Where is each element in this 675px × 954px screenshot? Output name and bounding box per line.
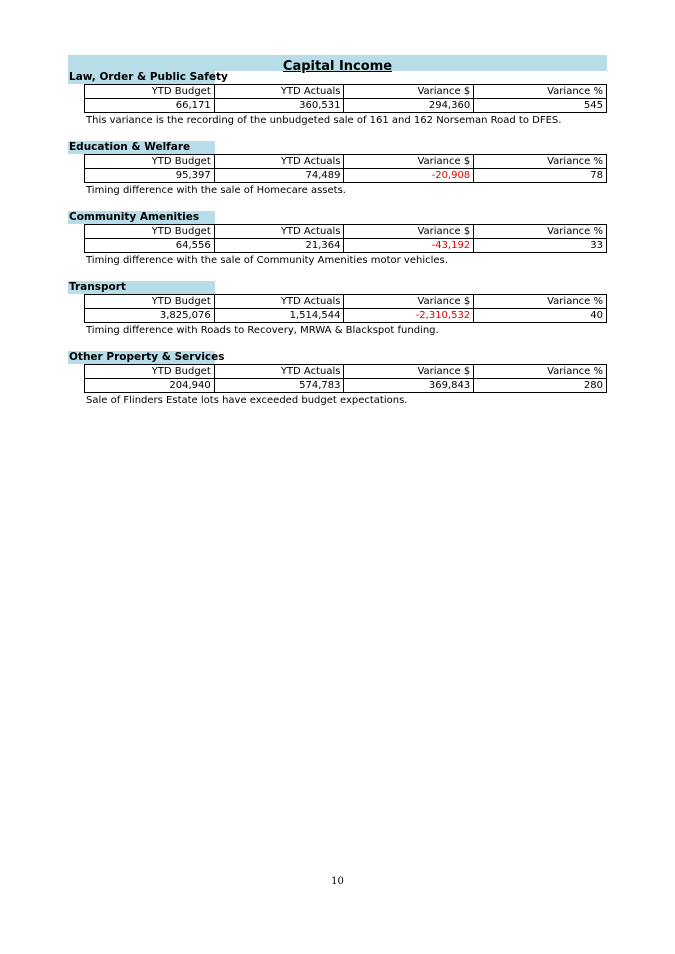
col-variance-percent: Variance % xyxy=(474,225,607,239)
variance-dollar-value: 294,360 xyxy=(344,99,474,113)
variance-percent-value: 280 xyxy=(474,379,607,393)
col-ytd-budget: YTD Budget xyxy=(85,365,215,379)
table-header-row xyxy=(85,295,607,309)
col-variance-percent: Variance % xyxy=(474,155,607,169)
section-heading: Education & Welfare xyxy=(68,141,215,154)
col-variance-dollar: Variance $ xyxy=(344,85,474,99)
variance-note: Timing difference with the sale of Community Amenities motor vehicles. xyxy=(86,255,448,266)
col-ytd-budget: YTD Budget xyxy=(85,85,215,99)
variance-note: Sale of Flinders Estate lots have exceeded budget expectations. xyxy=(86,395,408,406)
section-other-property xyxy=(68,351,607,407)
col-ytd-actuals: YTD Actuals xyxy=(214,365,344,379)
ytd-actuals-value: 360,531 xyxy=(214,99,344,113)
variance-table xyxy=(84,364,607,393)
col-variance-dollar: Variance $ xyxy=(344,155,474,169)
col-variance-percent: Variance % xyxy=(474,365,607,379)
ytd-actuals-value: 574,783 xyxy=(214,379,344,393)
ytd-actuals-value: 21,364 xyxy=(214,239,344,253)
ytd-actuals-value: 74,489 xyxy=(214,169,344,183)
variance-dollar-value: -20,908 xyxy=(344,169,474,183)
col-ytd-actuals: YTD Actuals xyxy=(214,295,344,309)
ytd-budget-value: 95,397 xyxy=(85,169,215,183)
col-variance-dollar: Variance $ xyxy=(344,225,474,239)
variance-percent-value: 40 xyxy=(474,309,607,323)
table-header-row xyxy=(85,365,607,379)
section-community-amenities xyxy=(68,211,607,267)
col-variance-dollar: Variance $ xyxy=(344,365,474,379)
col-ytd-budget: YTD Budget xyxy=(85,155,215,169)
variance-table xyxy=(84,154,607,183)
ytd-actuals-value: 1,514,544 xyxy=(214,309,344,323)
variance-note: Timing difference with the sale of Homecare assets. xyxy=(86,185,346,196)
variance-percent-value: 545 xyxy=(474,99,607,113)
col-variance-dollar: Variance $ xyxy=(344,295,474,309)
variance-percent-value: 78 xyxy=(474,169,607,183)
variance-dollar-value: -43,192 xyxy=(344,239,474,253)
table-row xyxy=(85,239,607,253)
col-variance-percent: Variance % xyxy=(474,295,607,309)
section-law-order xyxy=(68,71,607,127)
table-header-row xyxy=(85,225,607,239)
variance-note: Timing difference with Roads to Recovery, MRWA & Blackspot funding. xyxy=(86,325,439,336)
col-ytd-actuals: YTD Actuals xyxy=(214,85,344,99)
variance-dollar-value: -2,310,532 xyxy=(344,309,474,323)
variance-dollar-value: 369,843 xyxy=(344,379,474,393)
table-header-row xyxy=(85,85,607,99)
section-heading: Law, Order & Public Safety xyxy=(69,71,228,83)
ytd-budget-value: 204,940 xyxy=(85,379,215,393)
col-variance-percent: Variance % xyxy=(474,85,607,99)
variance-table xyxy=(84,224,607,253)
col-ytd-budget: YTD Budget xyxy=(85,225,215,239)
table-row xyxy=(85,169,607,183)
section-heading: Community Amenities xyxy=(68,211,215,224)
section-heading: Transport xyxy=(68,281,215,294)
section-transport xyxy=(68,281,607,337)
page-number: 10 xyxy=(331,876,344,887)
variance-table xyxy=(84,294,607,323)
ytd-budget-value: 3,825,076 xyxy=(85,309,215,323)
col-ytd-actuals: YTD Actuals xyxy=(214,225,344,239)
col-ytd-budget: YTD Budget xyxy=(85,295,215,309)
section-heading: Other Property & Services xyxy=(69,351,225,363)
variance-table xyxy=(84,84,607,113)
ytd-budget-value: 64,556 xyxy=(85,239,215,253)
table-row xyxy=(85,99,607,113)
col-ytd-actuals: YTD Actuals xyxy=(214,155,344,169)
table-header-row xyxy=(85,155,607,169)
page-title: Capital Income xyxy=(282,59,393,74)
page-title-bar xyxy=(68,55,607,74)
table-row xyxy=(85,309,607,323)
ytd-budget-value: 66,171 xyxy=(85,99,215,113)
variance-note: This variance is the recording of the unbudgeted sale of 161 and 162 Norseman Road to DFES. xyxy=(86,115,562,126)
table-row xyxy=(85,379,607,393)
section-education-welfare xyxy=(68,141,607,197)
variance-percent-value: 33 xyxy=(474,239,607,253)
